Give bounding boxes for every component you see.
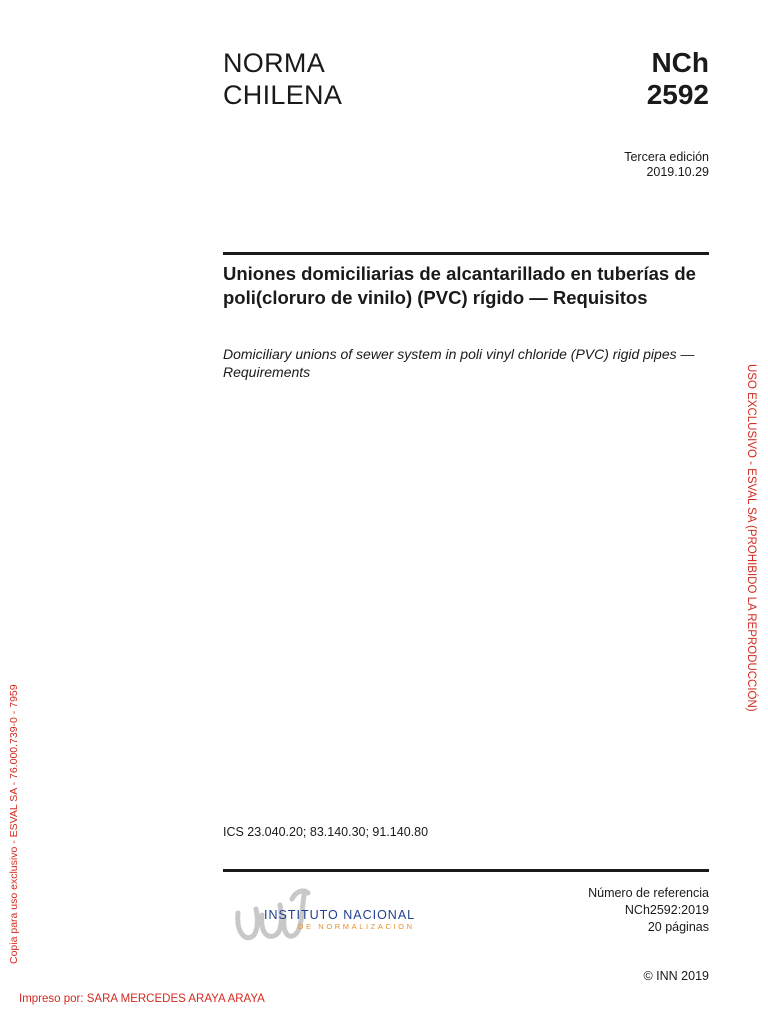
norma-chilena-heading <box>223 47 342 111</box>
top-divider <box>223 252 709 255</box>
copyright: © INN 2019 <box>643 969 709 983</box>
logo-line-1: INSTITUTO NACIONAL <box>264 908 416 922</box>
standard-code-prefix: NCh <box>651 47 709 78</box>
document-title-spanish: Uniones domiciliarias de alcantarillado en tuberías de poli(cloruro de vinilo) (PVC) rígido — Requisitos <box>223 263 696 308</box>
printed-by-watermark: Impreso por: SARA MERCEDES ARAYA ARAYA <box>19 993 265 1005</box>
norma-line-2: CHILENA <box>223 80 343 110</box>
edition-block <box>624 150 709 180</box>
standard-code-number: 2592 <box>646 79 709 110</box>
inn-swirl-icon <box>232 885 472 955</box>
copy-license-watermark: Copia para uso exclusivo - ESVAL SA - 76.000.739-0 - 7959 <box>8 684 20 964</box>
inn-logo <box>232 885 472 955</box>
page-count: 20 páginas <box>647 920 709 934</box>
exclusive-use-watermark: USO EXCLUSIVO - ESVAL SA (PROHIBIDO LA REPRODUCCIÓN) <box>745 364 757 712</box>
standard-code <box>647 47 709 111</box>
reference-code: NCh2592:2019 <box>624 903 709 917</box>
reference-label: Número de referencia <box>588 886 709 900</box>
edition-date: 2019.10.29 <box>646 165 709 179</box>
document-title-english: Domiciliary unions of sewer system in poli vinyl chloride (PVC) rigid pipes — Requirements <box>223 346 695 380</box>
logo-line-2: DE NORMALIZACION <box>298 922 415 931</box>
reference-block <box>588 885 709 936</box>
edition-label: Tercera edición <box>624 150 709 164</box>
bottom-divider <box>223 869 709 872</box>
ics-codes: ICS 23.040.20; 83.140.30; 91.140.80 <box>223 825 429 839</box>
norma-line-1: NORMA <box>223 48 325 78</box>
